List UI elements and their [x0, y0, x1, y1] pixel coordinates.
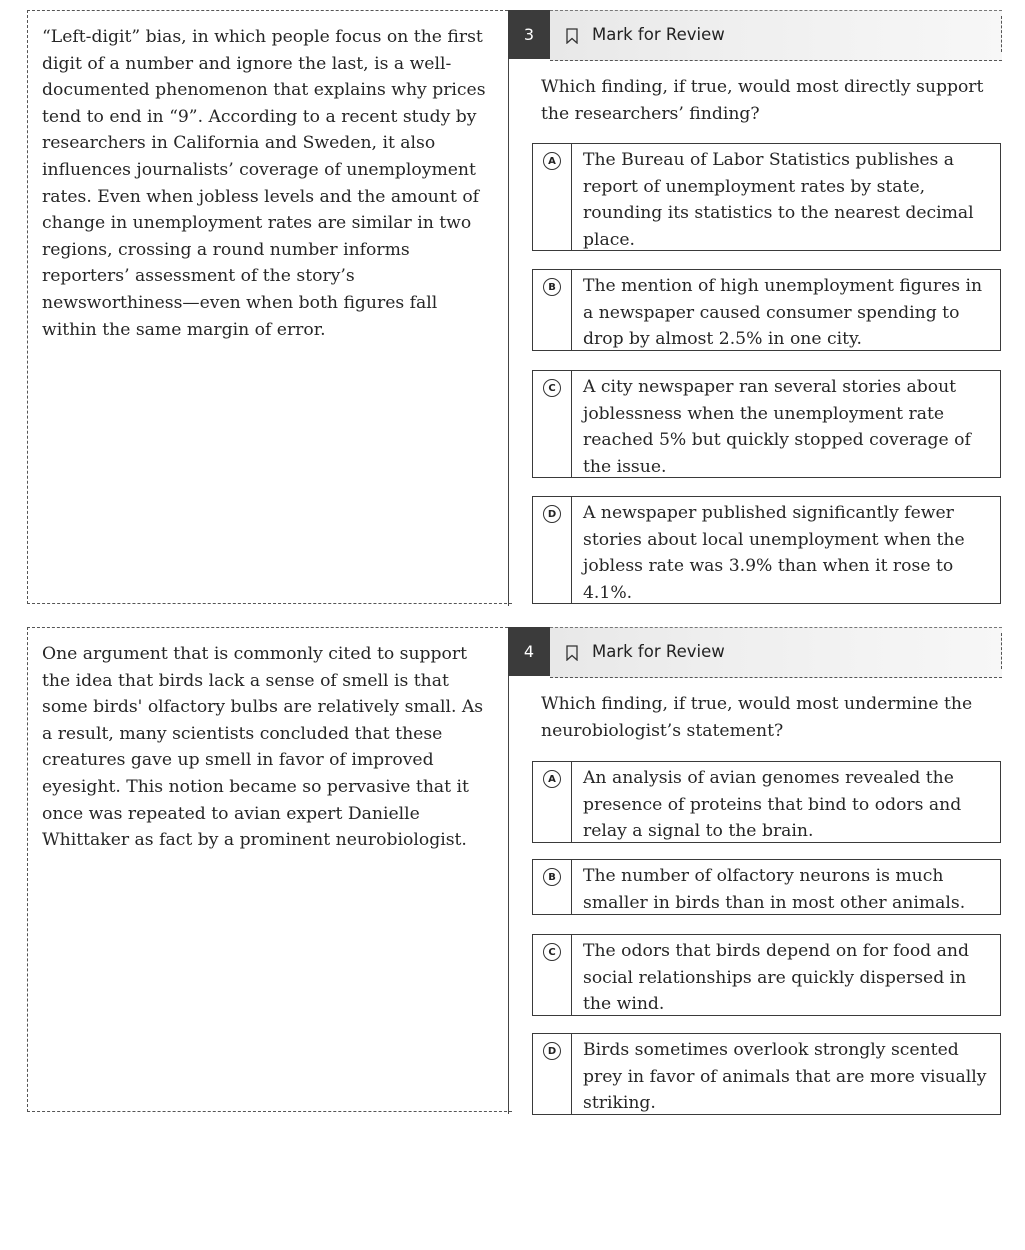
passage-text: “Left-digit” bias, in which people focus on the first digit of a number and ignore the last, is a well-documented phenomenon that explains why prices tend to end in “9”. According to a recent study by researchers in California and Sweden, it also influences journalists’ coverage of unemployment rates. Even when jobless levels and the amount of change in unemployment rates are similar in two regions, crossing a round number informs reporters’ assessment of the story’s newsworthiness—even when both figures fall within the same margin of error. — [42, 27, 486, 340]
mark-for-review-bar[interactable] — [550, 10, 1002, 61]
choice-text[interactable]: An analysis of avian genomes revealed the presence of proteins that bind to odors and relay a signal to the brain. — [583, 768, 962, 842]
question-header — [508, 627, 1002, 676]
mark-for-review-bar[interactable] — [550, 627, 1002, 678]
choice-c[interactable] — [532, 934, 1001, 1016]
choice-a[interactable] — [532, 143, 1001, 251]
bookmark-icon[interactable] — [566, 28, 578, 44]
choice-d[interactable] — [532, 1033, 1001, 1115]
question-header — [508, 10, 1002, 59]
choice-letter-d[interactable]: D — [543, 505, 561, 523]
choice-a[interactable] — [532, 761, 1001, 843]
question-stem: Which finding, if true, would most undermine the neurobiologist’s statement? — [541, 694, 973, 741]
choice-text[interactable]: Birds sometimes overlook strongly scented prey in favor of animals that are more visually striking. — [583, 1040, 987, 1114]
mark-for-review-label[interactable]: Mark for Review — [592, 25, 725, 44]
choice-b[interactable] — [532, 269, 1001, 351]
choice-b[interactable] — [532, 859, 1001, 915]
choice-letter-d[interactable]: D — [543, 1042, 561, 1060]
choice-text[interactable]: The number of olfactory neurons is much smaller in birds than in most other animals. — [583, 866, 966, 913]
mark-for-review-label[interactable]: Mark for Review — [592, 642, 725, 661]
choice-letter-b[interactable]: B — [543, 868, 561, 886]
choice-letter-b[interactable]: B — [543, 278, 561, 296]
choice-c[interactable] — [532, 370, 1001, 478]
question-number: 3 — [508, 10, 550, 59]
question-number: 4 — [508, 627, 550, 676]
passage-text: One argument that is commonly cited to support the idea that birds lack a sense of smell is that some birds' olfactory bulbs are relatively small. As a result, many scientists concluded that these creatures gave up smell in favor of improved eyesight. This notion became so pervasive that it once was repeated to avian expert Danielle Whittaker as fact by a prominent neurobiologist. — [42, 644, 484, 851]
bookmark-icon[interactable] — [566, 645, 578, 661]
question-stem: Which finding, if true, would most directly support the researchers’ finding? — [541, 77, 984, 124]
choice-text[interactable]: The Bureau of Labor Statistics publishes a report of unemployment rates by state, rounding its statistics to the nearest decimal place. — [583, 150, 974, 250]
choice-letter-c[interactable]: C — [543, 379, 561, 397]
choice-d[interactable] — [532, 496, 1001, 604]
choice-letter-a[interactable]: A — [543, 152, 561, 170]
choice-letter-c[interactable]: C — [543, 943, 561, 961]
choice-text[interactable]: A city newspaper ran several stories about joblessness when the unemployment rate reached 5% but quickly stopped coverage of the issue. — [583, 377, 971, 477]
choice-text[interactable]: The odors that birds depend on for food and social relationships are quickly dispersed in the wind. — [583, 941, 969, 1015]
choice-letter-a[interactable]: A — [543, 770, 561, 788]
question-4-block — [27, 627, 1002, 1112]
question-3-block — [27, 10, 1002, 604]
choice-text[interactable]: The mention of high unemployment figures in a newspaper caused consumer spending to drop by almost 2.5% in one city. — [583, 276, 983, 350]
choice-text[interactable]: A newspaper published significantly fewer stories about local unemployment when the jobless rate was 3.9% than when it rose to 4.1%. — [583, 503, 965, 603]
